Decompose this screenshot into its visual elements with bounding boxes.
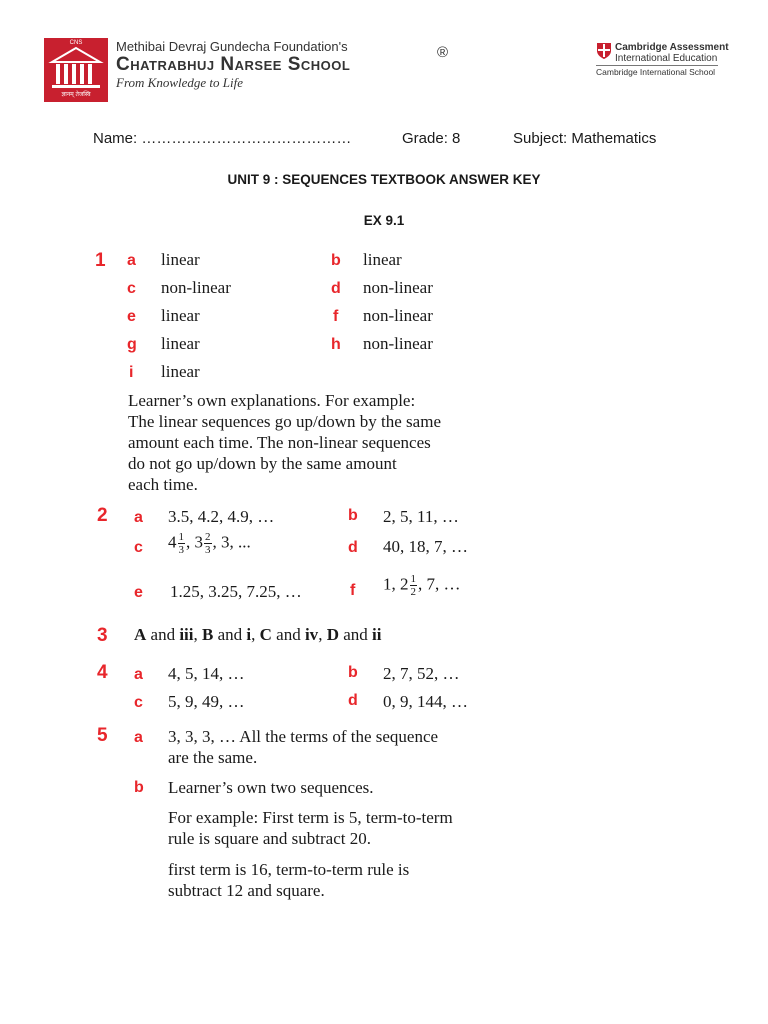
q2-letter-c: c — [134, 539, 143, 556]
cambridge-crest-icon — [596, 42, 612, 60]
q5-letter-a: a — [134, 729, 143, 746]
q3-part: iv — [304, 625, 319, 644]
q5-a-line: 3, 3, 3, … All the terms of the sequence — [168, 727, 439, 746]
q1-answer-i: linear — [161, 362, 200, 381]
school-name: Chatrabhuj Narsee School — [116, 54, 351, 75]
q5-b-example-line: subtract 12 and square. — [168, 881, 325, 900]
q1-letter-f: f — [333, 308, 339, 325]
q2-answer-d: 40, 18, 7, … — [383, 537, 468, 556]
q1-letter-h: h — [331, 336, 341, 353]
q1-explanation — [128, 390, 441, 495]
question-2-number: 2 — [97, 505, 108, 526]
fraction-denominator: 3 — [205, 544, 211, 556]
q3-part: , — [193, 625, 202, 644]
school-logo — [44, 38, 108, 102]
q3-part: ii — [372, 625, 382, 644]
q2-c-tail: , 3, ... — [212, 532, 251, 552]
q2-f-fraction — [410, 573, 418, 598]
fraction-numerator: 1 — [410, 573, 416, 585]
q1-answer-f: non-linear — [363, 306, 433, 325]
q1-letter-c: c — [127, 280, 136, 297]
q1-answer-a: linear — [161, 250, 200, 269]
q4-letter-d: d — [348, 692, 358, 709]
q2-answer-b: 2, 5, 11, … — [383, 507, 459, 526]
fraction-denominator: 2 — [410, 586, 416, 598]
q2-c-whole: 4 — [168, 532, 177, 552]
grade-label: Grade: 8 — [402, 130, 461, 147]
q3-part: i — [246, 625, 252, 644]
q2-letter-f: f — [350, 582, 356, 599]
q1-answer-d: non-linear — [363, 278, 433, 297]
cambridge-line3: Cambridge International School — [596, 67, 716, 77]
q3-part: iii — [179, 625, 194, 644]
q2-letter-e: e — [134, 584, 143, 601]
q3-part: B — [202, 625, 214, 644]
q3-part: D — [326, 625, 339, 644]
fraction-numerator: 1 — [178, 531, 184, 543]
q3-part: A — [134, 625, 147, 644]
question-4-number: 4 — [97, 662, 108, 683]
q1-explanation-line: Learner’s own explanations. For example: — [128, 391, 416, 410]
fraction-denominator: 3 — [178, 544, 184, 556]
q5-b-example-2 — [168, 859, 409, 901]
q1-explanation-line: do not go up/down by the same amount — [128, 454, 397, 473]
cambridge-line1: Cambridge Assessment — [615, 42, 729, 53]
q4-answer-a: 4, 5, 14, … — [168, 664, 245, 683]
logo-motto: ज्ञानम् तेजस्वि — [61, 92, 91, 98]
q4-answer-d: 0, 9, 144, … — [383, 692, 468, 711]
q1-letter-g: g — [127, 336, 137, 353]
q1-answer-h: non-linear — [363, 334, 433, 353]
q1-letter-a: a — [127, 252, 136, 269]
q2-letter-b: b — [348, 507, 358, 524]
q2-answer-c — [168, 531, 251, 556]
registered-mark: ® — [437, 44, 449, 61]
q1-letter-i: i — [129, 364, 134, 381]
q5-b-example-line: For example: First term is 5, term-to-term — [168, 808, 453, 827]
fraction-numerator: 2 — [205, 531, 211, 543]
exercise-title: EX 9.1 — [363, 213, 405, 228]
cambridge-divider — [596, 65, 718, 66]
q5-letter-b: b — [134, 779, 144, 796]
q2-answer-f — [383, 573, 461, 598]
subject-label: Subject: Mathematics — [513, 130, 657, 147]
q2-c-fraction-2 — [204, 531, 212, 556]
q3-part: and — [146, 625, 180, 644]
q4-letter-c: c — [134, 694, 143, 711]
q2-letter-a: a — [134, 509, 143, 526]
page-title: UNIT 9 : SEQUENCES TEXTBOOK ANSWER KEY — [227, 172, 541, 187]
q2-f-head: 1, 2 — [383, 574, 409, 594]
q5-a-line: are the same. — [168, 748, 258, 767]
q1-letter-b: b — [331, 252, 341, 269]
q1-answer-c: non-linear — [161, 278, 231, 297]
q2-letter-d: d — [348, 539, 358, 556]
q1-explanation-line: The linear sequences go up/down by the same — [128, 412, 441, 431]
question-5-number: 5 — [97, 725, 108, 746]
q3-part: and — [213, 625, 247, 644]
question-1-number: 1 — [95, 250, 106, 271]
q5-b-example-line: first term is 16, term-to-term rule is — [168, 860, 410, 879]
q5-b-example-line: rule is square and subtract 20. — [168, 829, 371, 848]
q1-explanation-line: amount each time. The non-linear sequences — [128, 433, 431, 452]
school-tagline: From Knowledge to Life — [116, 75, 243, 90]
q2-answer-e: 1.25, 3.25, 7.25, … — [170, 582, 302, 601]
question-3-number: 3 — [97, 625, 108, 646]
logo-text: CNS — [69, 40, 83, 46]
q1-answer-b: linear — [363, 250, 402, 269]
q1-answer-g: linear — [161, 334, 200, 353]
q3-part: , — [251, 625, 260, 644]
q4-letter-a: a — [134, 666, 143, 683]
foundation-name: Methibai Devraj Gundecha Foundation's — [116, 39, 348, 54]
q5-answer-a — [168, 726, 438, 768]
q3-part: and — [271, 625, 305, 644]
q4-letter-b: b — [348, 664, 358, 681]
q5-answer-b: Learner’s own two sequences. — [168, 778, 374, 797]
q4-answer-b: 2, 7, 52, … — [383, 664, 460, 683]
q2-answer-a: 3.5, 4.2, 4.9, … — [168, 507, 275, 526]
q3-part: and — [338, 625, 373, 644]
cambridge-line2: International Education — [615, 53, 718, 64]
q3-part: , — [318, 625, 327, 644]
q2-c-separator: , 3 — [186, 532, 203, 552]
q3-answer — [134, 625, 381, 645]
q2-c-fraction-1 — [178, 531, 186, 556]
q1-explanation-line: each time. — [128, 475, 198, 494]
q1-letter-e: e — [127, 308, 136, 325]
q1-letter-d: d — [331, 280, 341, 297]
q4-answer-c: 5, 9, 49, … — [168, 692, 245, 711]
name-label: Name: …………………………………… — [93, 130, 352, 147]
q5-b-example-1 — [168, 807, 453, 849]
q2-f-tail: , 7, … — [418, 574, 461, 594]
q1-answer-e: linear — [161, 306, 200, 325]
q3-part: C — [259, 625, 272, 644]
